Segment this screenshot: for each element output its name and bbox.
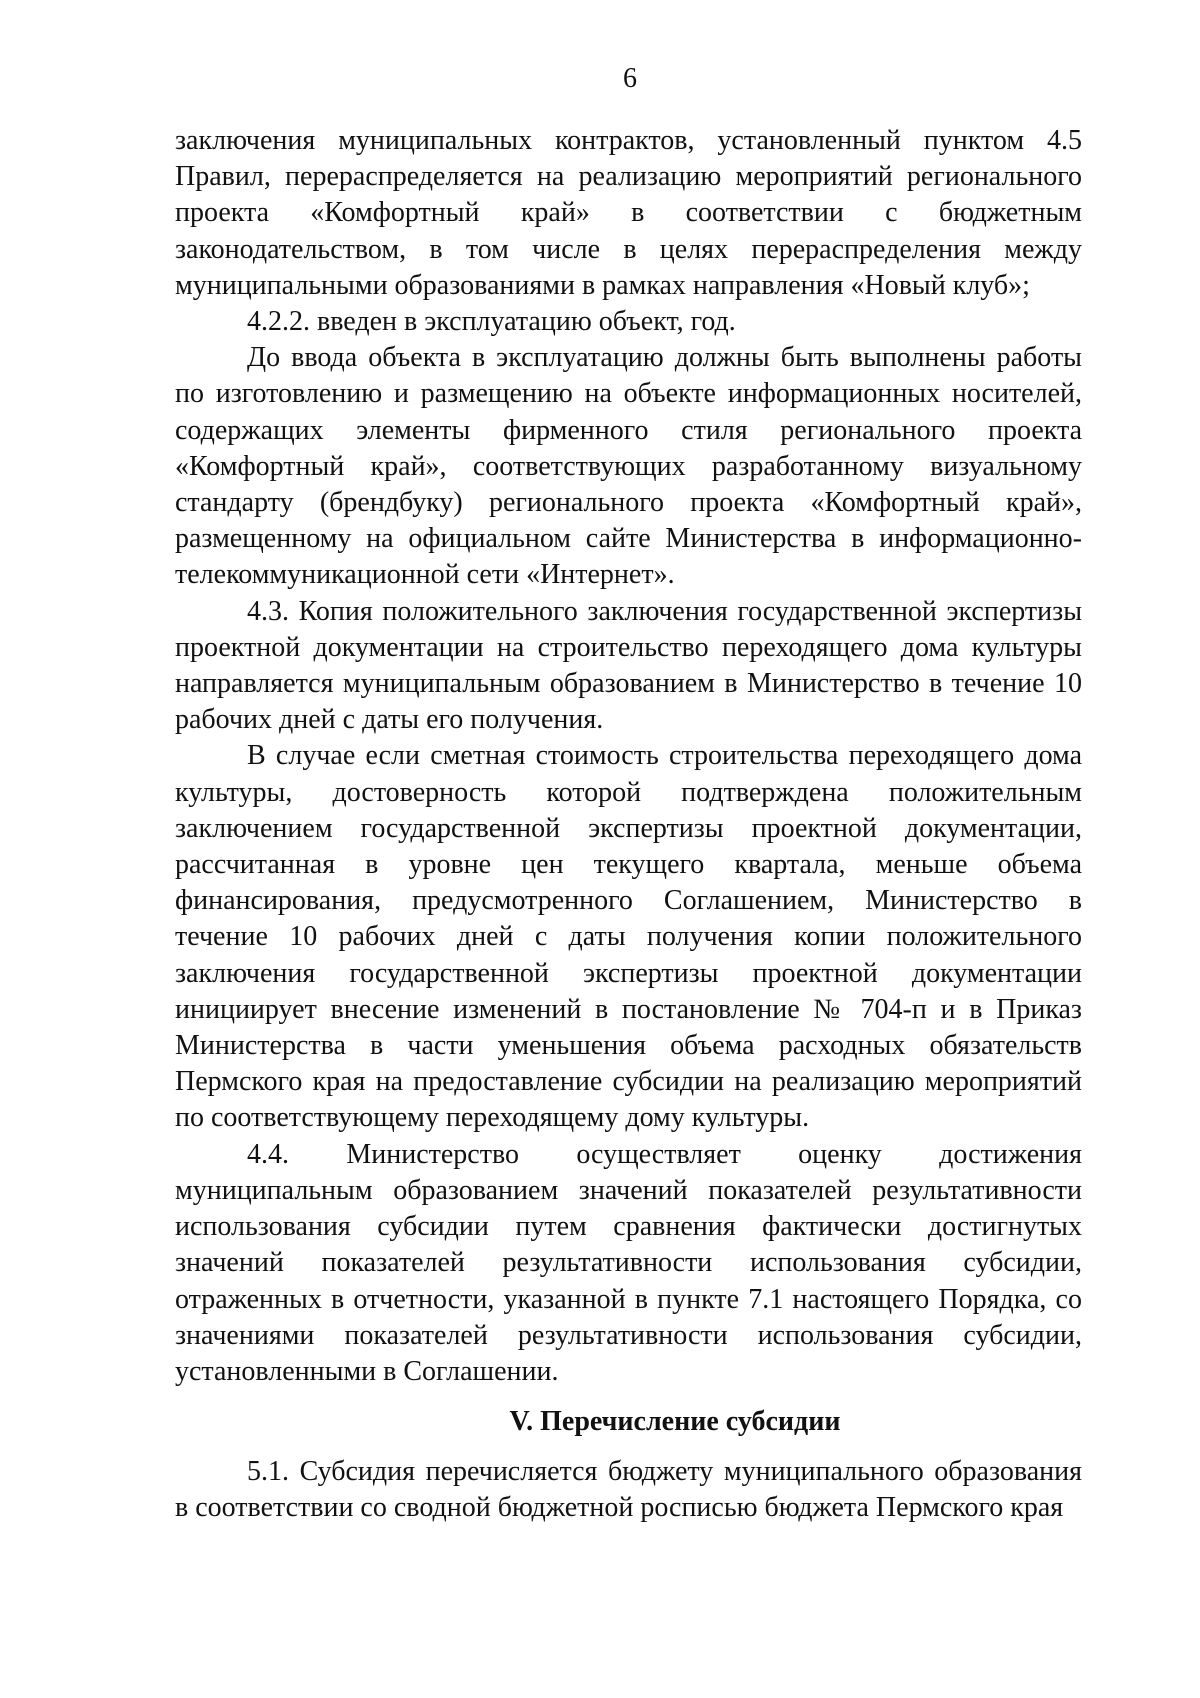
paragraph-4-2-2: 4.2.2. введен в эксплуатацию объект, год. [247, 306, 736, 338]
document-body [175, 123, 1082, 1527]
section-heading: V. Перечисление субсидии [509, 1406, 841, 1438]
section-heading-wrapper [135, 1404, 1200, 1440]
paragraph-4-4: 4.4. Министерство осуществляет оценку достижения муниципальным образованием значений показателей результативности использования субсидии путем сравнения фактически достигнутых значений показателей результативности использования субсидии, отраженных в отчетности, указанной в пункте 7.1 настоящего Порядка, со значениями показателей результативности использования субсидии, установленными в Соглашении. [175, 1138, 1082, 1387]
paragraph-branding-requirement: До ввода объекта в эксплуатацию должны быть выполнены работы по изготовлению и размещению на объекте информационных носителей, содержащих элементы фирменного стиля регионального проекта «Комфортный край», соответствующих разработанному визуальному стандарту (брендбуку) регионального проекта «Комфортный край», размещенному на официальном сайте Министерства в информационно-телекоммуникационной сети «Интернет». [175, 342, 1082, 591]
paragraph-5-1: 5.1. Субсидия перечисляется бюджету муниципального образования в соответствии со сводной бюджетной росписью бюджета Пермского края [175, 1456, 1082, 1524]
page-number: 6 [623, 63, 637, 94]
paragraph-4-3: 4.3. Копия положительного заключения государственной экспертизы проектной документации на строительство переходящего дома культуры направляется муниципальным образованием в Министерство в течение 10 рабочих дней с даты его получения. [175, 595, 1082, 736]
paragraph-4-2-1-continuation: заключения муниципальных контрактов, установленный пунктом 4.5 Правил, перераспределяется на реализацию мероприятий регионального проекта «Комфортный край» в соответствии с бюджетным законодательством, в том числе в целях перераспределения между муниципальными образованиями в рамках направления «Новый клуб»; [175, 125, 1082, 301]
paragraph-estimate-cost: В случае если сметная стоимость строительства переходящего дома культуры, достоверность которой подтверждена положительным заключением государственной экспертизы проектной документации, рассчитанная в уровне цен текущего квартала, меньше объема финансирования, предусмотренного Соглашением, Министерство в течение 10 рабочих дней с даты получения копии положительного заключения государственной экспертизы проектной документации инициирует внесение изменений в постановление № 704-п и в Приказ Министерства в части уменьшения объема расходных обязательств Пермского края на предоставление субсидии на реализацию мероприятий по соответствующему переходящему дому культуры. [175, 740, 1082, 1134]
